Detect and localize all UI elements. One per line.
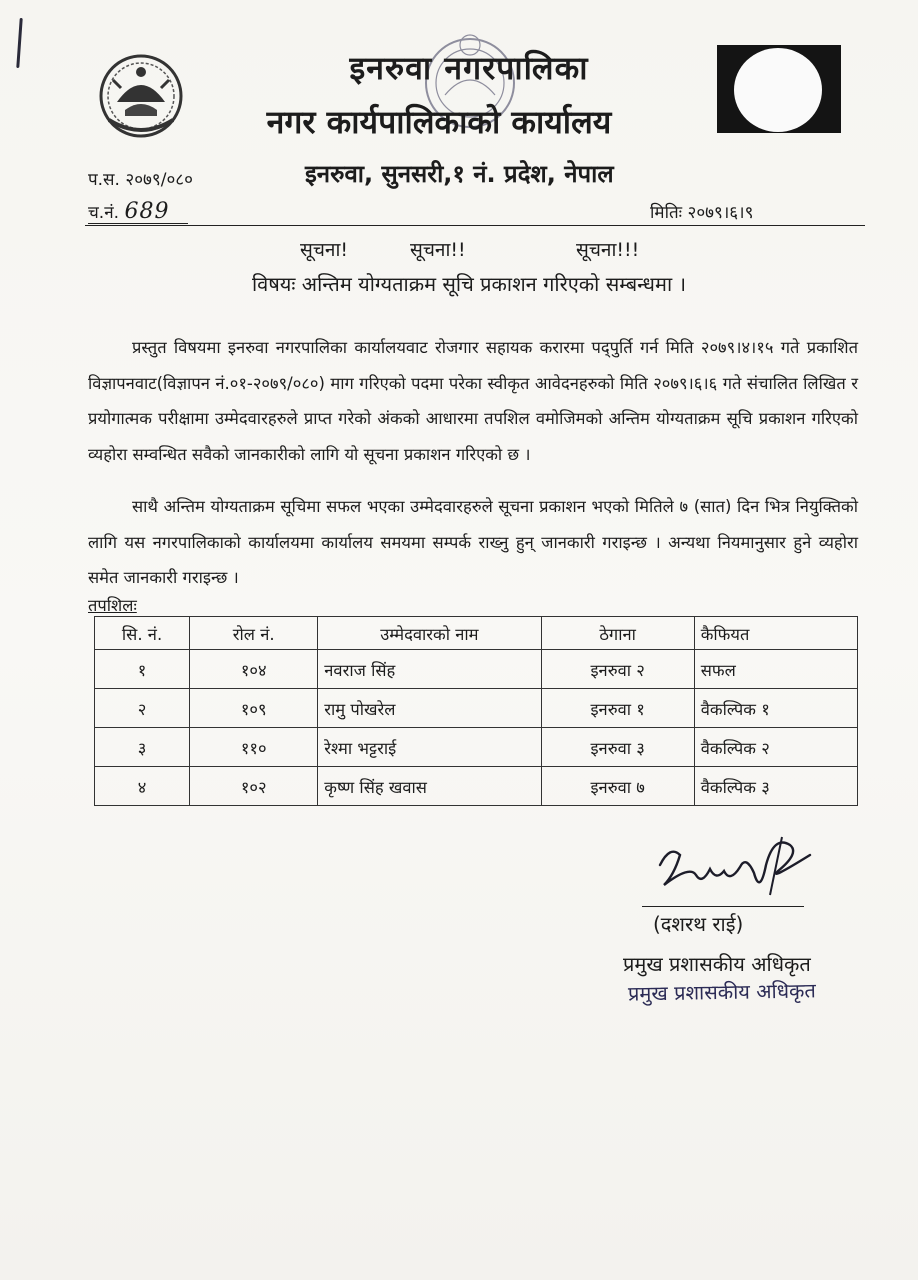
handwritten-signature <box>650 825 830 905</box>
header-roll: रोल नं. <box>190 617 318 650</box>
cell-address: इनरुवा १ <box>541 689 694 728</box>
cell-address: इनरुवा ७ <box>541 767 694 806</box>
signature-line <box>642 906 804 907</box>
cell-roll: १०२ <box>190 767 318 806</box>
candidate-table <box>94 616 858 806</box>
body-paragraph-1: प्रस्तुत विषयमा इनरुवा नगरपालिका कार्यालयवाट रोजगार सहायक करारमा पद्पुर्ति गर्न मिति २०७९।४।१५ गते प्रकाशित विज्ञापनवाट(विज्ञापन नं.०१-२०७९/०८०) माग गरिएको पदमा परेका स्वीकृत आवेदनहरुको मिति २०७९।६।६ गते संचालित लिखित र प्रयोगात्मक परीक्षामा उम्मेदवारहरुले प्राप्त गरेको अंकको आधारमा तपशिल वमोजिमको अन्तिम योग्यताक्रम सूचि प्रकाशन गरिएको व्यहोरा सम्वन्धित सवैको जानकारीको लागि यो सूचना प्रकाशन गरिएको छ । <box>88 338 859 464</box>
municipality-name: इनरुवा नगरपालिका <box>349 49 589 87</box>
header-name: उम्मेदवारको नाम <box>318 617 541 650</box>
cell-name: रेश्मा भट्टराई <box>318 728 541 767</box>
cell-name: रामु पोखरेल <box>318 689 541 728</box>
cell-address: इनरुवा २ <box>541 650 694 689</box>
reference-ps: प.स. २०७९/०८० <box>88 170 193 190</box>
cell-name: नवराज सिंह <box>318 650 541 689</box>
cell-serial: १ <box>95 650 190 689</box>
notice-subject: विषयः अन्तिम योग्यताक्रम सूचि प्रकाशन गरिएको सम्बन्धमा । <box>251 272 687 296</box>
office-name: नगर कार्यपालिकाको कार्यालय <box>266 103 612 141</box>
reference-cn-value: 689 <box>124 199 170 224</box>
table-row <box>95 650 858 689</box>
reference-cn <box>88 199 169 224</box>
header-serial: सि. नं. <box>95 617 190 650</box>
notice-word-1: सूचना! <box>300 239 348 261</box>
table-header-row <box>95 617 858 650</box>
signer-name: (दशरथ राई) <box>653 912 744 936</box>
cell-serial: २ <box>95 689 190 728</box>
office-logo-icon <box>734 48 822 132</box>
header-divider <box>85 225 865 226</box>
cell-serial: ३ <box>95 728 190 767</box>
letter-date: मितिः २०७९।६।९ <box>650 203 754 223</box>
header-address: ठेगाना <box>541 617 694 650</box>
table-row <box>95 728 858 767</box>
cell-name: कृष्ण सिंह खवास <box>318 767 541 806</box>
cell-roll: १०४ <box>190 650 318 689</box>
cell-remarks: सफल <box>694 650 857 689</box>
table-row <box>95 767 858 806</box>
header-remarks: कैफियत <box>694 617 857 650</box>
designation-stamp: प्रमुख प्रशासकीय अधिकृत <box>627 978 816 1006</box>
notice-word-2: सूचना!! <box>410 239 466 261</box>
cell-remarks: वैकल्पिक १ <box>694 689 857 728</box>
cell-address: इनरुवा ३ <box>541 728 694 767</box>
cell-roll: १०९ <box>190 689 318 728</box>
reference-underline <box>88 223 188 224</box>
cell-remarks: वैकल्पिक २ <box>694 728 857 767</box>
body-paragraph-2: साथै अन्तिम योग्यताक्रम सूचिमा सफल भएका उम्मेदवारहरुले सूचना प्रकाशन भएको मितिले ७ (सात) दिन भित्र नियुक्तिको लागि यस नगरपालिकाको कार्यालयमा कार्यालय समयमा सम्पर्क राख्नु हुन् जानकारी गराइन्छ । अन्यथा नियमानुसार हुने व्यहोरा समेत जानकारी गराइन्छ । <box>88 497 858 587</box>
office-address: इनरुवा, सुनसरी,१ नं. प्रदेश, नेपाल <box>305 160 614 188</box>
cell-roll: ११० <box>190 728 318 767</box>
cell-remarks: वैकल्पिक ३ <box>694 767 857 806</box>
table-label: तपशिलः <box>88 596 137 615</box>
notice-word-3: सूचना!!! <box>576 239 640 261</box>
reference-cn-prefix: च.नं. <box>88 203 120 223</box>
table-row <box>95 689 858 728</box>
signer-designation: प्रमुख प्रशासकीय अधिकृत <box>623 952 811 976</box>
cell-serial: ४ <box>95 767 190 806</box>
